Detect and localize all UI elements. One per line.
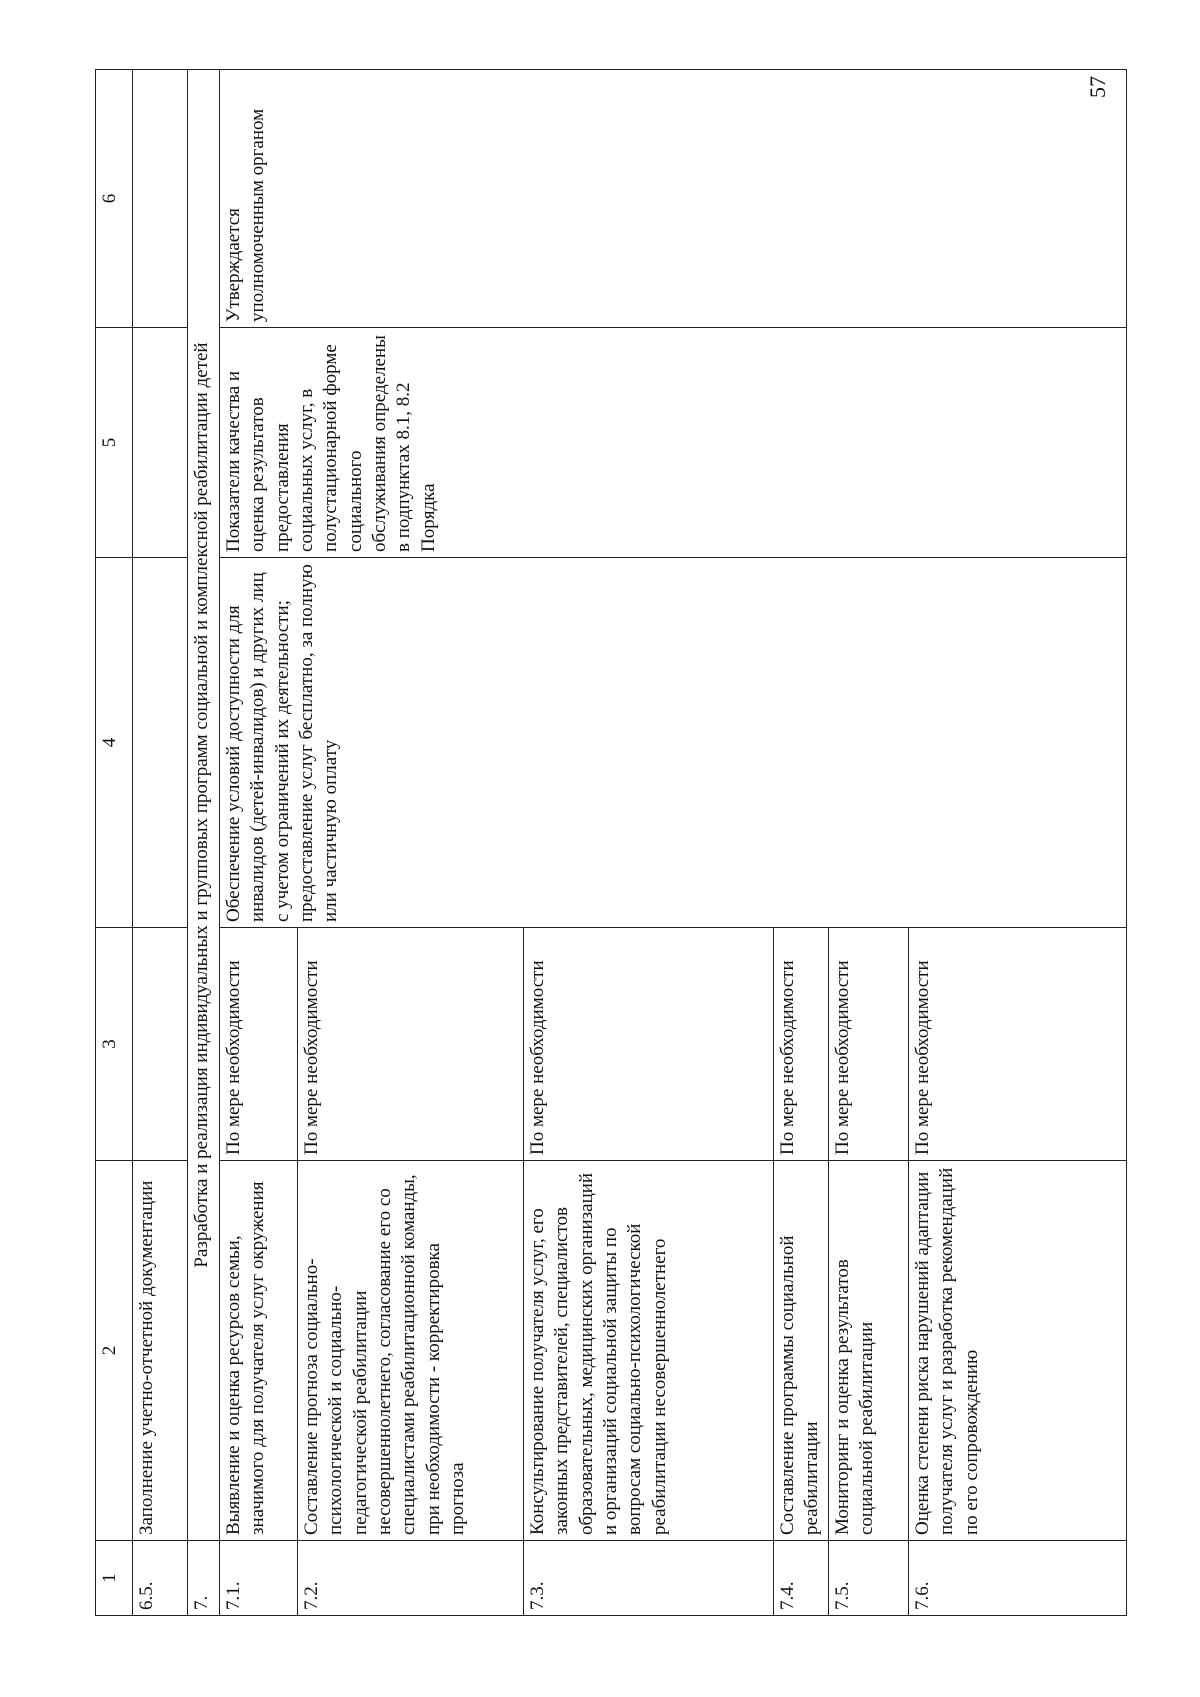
conditions-cell: [133, 558, 188, 928]
row-number: 7.5.: [829, 1541, 909, 1616]
row-number: 7.1.: [220, 1541, 298, 1616]
term-cell: По мере необходимости: [829, 928, 909, 1161]
term-cell: [133, 928, 188, 1161]
term-cell: По мере необходимости: [298, 928, 524, 1161]
term-cell: По мере необходимости: [524, 928, 774, 1161]
col-header-5: 5: [96, 328, 133, 558]
conditions-cell: Обеспечение условий доступности для инвалидов (детей-инвалидов) и других лиц с учетом ограничений их деятельности; предоставление услуг бесплатно, за полную или частичную оплату: [220, 558, 1127, 928]
col-header-4: 4: [96, 558, 133, 928]
services-table: [95, 69, 1127, 1616]
service-name: Составление прогноза социально-психологической и социально-педагогической реабилитации несовершеннолетнего, согласование его со специалистами реабилитационной команды, при необходимости - корректировка прогноза: [298, 1161, 524, 1541]
row-number: 7.2.: [298, 1541, 524, 1616]
rotated-table-container: [95, 70, 1127, 1616]
term-cell: По мере необходимости: [909, 928, 1127, 1161]
row-number: 7.3.: [524, 1541, 774, 1616]
quality-cell: [133, 328, 188, 558]
tariff-cell: Утверждается уполномоченным органом: [220, 70, 1127, 328]
col-header-6: 6: [96, 70, 133, 328]
service-name: Выявление и оценка ресурсов семьи, значимого для получателя услуг окружения: [220, 1161, 298, 1541]
service-name: Оценка степени риска нарушений адаптации получателя услуг и разработка рекомендаций по его сопровождению: [909, 1161, 1127, 1541]
service-name: Составление программы социальной реабилитации: [774, 1161, 829, 1541]
col-header-1: 1: [96, 1541, 133, 1616]
service-name: Заполнение учетно-отчетной документации: [133, 1161, 188, 1541]
page-number: 57: [1085, 76, 1110, 98]
service-name: Мониторинг и оценка результатов социальной реабилитации: [829, 1161, 909, 1541]
row-number: 6.5.: [133, 1541, 188, 1616]
col-header-3: 3: [96, 928, 133, 1161]
service-name: Консультирование получателя услуг, его законных представителей, специалистов образовательных, медицинских организаций и организаций социальной защиты по вопросам социально-психологической реабилитации несовершеннолетнего: [524, 1161, 774, 1541]
table-row: [220, 70, 298, 1616]
row-number: 7.6.: [909, 1541, 1127, 1616]
term-cell: По мере необходимости: [220, 928, 298, 1161]
tariff-cell: [133, 70, 188, 328]
table-row: [133, 70, 188, 1616]
col-header-2: 2: [96, 1161, 133, 1541]
column-number-row: [96, 70, 133, 1616]
section-row: [188, 70, 220, 1616]
section-number: 7.: [188, 1541, 220, 1616]
section-title: Разработка и реализация индивидуальных и групповых программ социальной и комплексной реабилитации детей: [188, 70, 220, 1541]
term-cell: По мере необходимости: [774, 928, 829, 1161]
quality-cell: Показатели качества и оценка результатов предоставления социальных услуг, в полустационарной форме социального обслуживания определены в подпунктах 8.1, 8.2 Порядка: [220, 328, 1127, 558]
row-number: 7.4.: [774, 1541, 829, 1616]
